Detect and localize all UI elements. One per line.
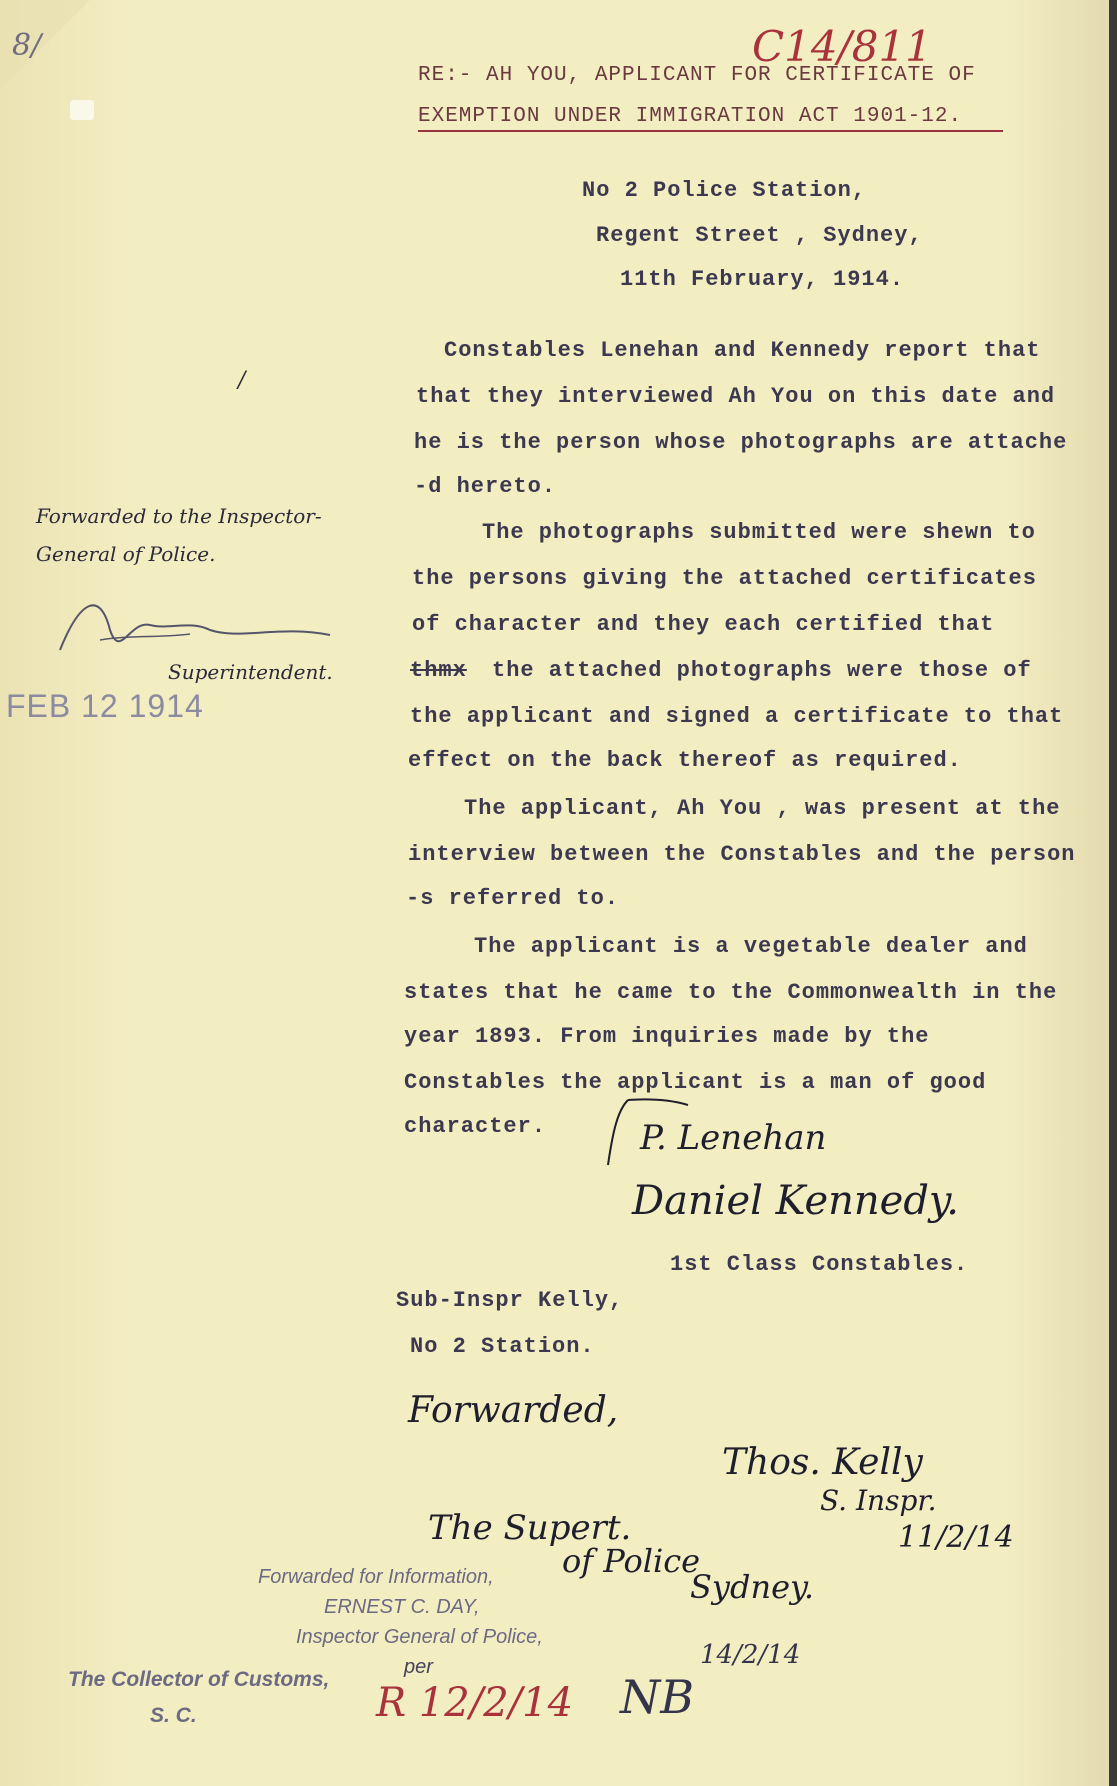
document-heading-line2: EXEMPTION UNDER IMMIGRATION ACT 1901-12. — [418, 105, 1003, 132]
constables-rank: 1st Class Constables. — [670, 1252, 969, 1277]
body-line: -d hereto. — [414, 474, 557, 499]
address-date: 11th February, 1914. — [620, 267, 905, 292]
body-line: year 1893. From inquiries made by the — [404, 1024, 930, 1049]
body-line: The photographs submitted were shewn to — [482, 520, 1036, 545]
endorsement-name: Thos. Kelly — [722, 1442, 923, 1483]
body-line: character. — [404, 1114, 547, 1139]
initials-date: 14/2/14 — [700, 1640, 801, 1670]
endorsement-rank: S. Inspr. — [820, 1484, 937, 1517]
body-line: Constables Lenehan and Kennedy report that — [444, 338, 1041, 363]
check-mark: / — [238, 368, 246, 393]
folio-number: 8/ — [12, 28, 42, 63]
reference-number: C14/811 — [752, 22, 932, 71]
date-received-stamp: FEB 12 1914 — [6, 688, 204, 724]
body-line: Constables the applicant is a man of good — [404, 1070, 987, 1095]
body-line: The applicant is a vegetable dealer and — [474, 934, 1028, 959]
address-line1: No 2 Police Station, — [582, 178, 867, 203]
endorsement-date: 11/2/14 — [898, 1520, 1014, 1555]
body-line: the attached photographs were those of — [492, 658, 1032, 683]
stamp-name: ERNEST C. DAY, — [324, 1596, 480, 1618]
body-line: the applicant and signed a certificate to that — [410, 704, 1064, 729]
stamp-collector: The Collector of Customs, — [68, 1668, 330, 1691]
body-line: the persons giving the attached certificates — [412, 566, 1037, 591]
stamp-forwarded: Forwarded for Information, — [258, 1566, 494, 1588]
stamp-collector-location: S. C. — [150, 1704, 197, 1727]
pin-hole — [70, 100, 94, 120]
stamp-per: per — [404, 1656, 433, 1678]
address-line2: Regent Street , Sydney, — [596, 223, 923, 248]
body-line: of character and they each certified that — [412, 612, 995, 637]
document-heading-line1: RE:- AH YOU, APPLICANT FOR CERTIFICATE OF — [418, 64, 976, 87]
forwarded-note-line1: Forwarded to the Inspector- — [36, 504, 322, 528]
constable-signature-2: Daniel Kennedy. — [632, 1178, 959, 1224]
constable-signature-1: P. Lenehan — [640, 1118, 827, 1158]
superintendent-signature — [40, 590, 340, 670]
body-line: The applicant, Ah You , was present at the — [464, 796, 1061, 821]
endorsement-to-line1: The Supert. — [428, 1508, 632, 1548]
stamp-title: Inspector General of Police, — [296, 1626, 543, 1648]
superintendent-title: Superintendent. — [168, 660, 333, 684]
initials: NB — [620, 1670, 695, 1724]
body-line: effect on the back thereof as required. — [408, 748, 962, 773]
body-line: -s referred to. — [406, 886, 620, 911]
page-edge — [1109, 0, 1117, 1786]
body-line: that they interviewed Ah You on this date and — [416, 384, 1056, 409]
body-line: he is the person whose photographs are attache — [414, 430, 1068, 455]
endorsement-to-line3: Sydney. — [690, 1568, 815, 1606]
red-initial-date: R 12/2/14 — [376, 1680, 574, 1726]
endorsement-forwarded: Forwarded, — [408, 1390, 619, 1431]
body-line: interview between the Constables and the person — [408, 842, 1076, 867]
addressee-line2: No 2 Station. — [410, 1334, 595, 1359]
forwarded-note-line2: General of Police. — [36, 542, 216, 566]
addressee-line1: Sub-Inspr Kelly, — [396, 1288, 624, 1313]
body-line: states that he came to the Commonwealth in the — [404, 980, 1058, 1005]
struck-word: thmx — [410, 658, 467, 683]
endorsement-to-line2: of Police — [562, 1542, 701, 1580]
